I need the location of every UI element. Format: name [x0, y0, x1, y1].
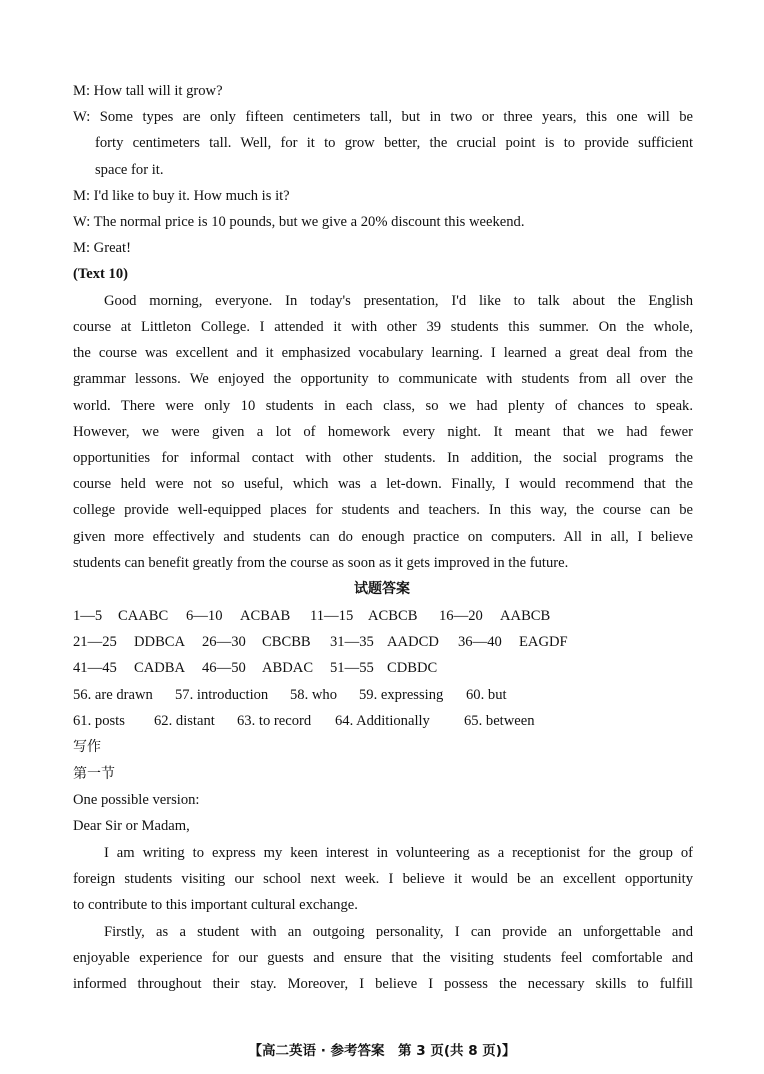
- version-label: One possible version:: [73, 792, 200, 808]
- answer-range: 11—15: [310, 608, 354, 624]
- paragraph-line: However, we were given a lot of homework every night. It meant that we had fewer: [73, 424, 693, 440]
- letter-line: to contribute to this important cultural exchange.: [73, 897, 358, 913]
- letter-line: enjoyable experience for our guests and ensure that the visiting students feel comfortable and: [73, 950, 693, 966]
- dialogue-line: M: Great!: [73, 240, 131, 256]
- answer-range: 46—50: [202, 660, 246, 676]
- answer-range: 6—10: [186, 608, 223, 624]
- answer-item: 64. Additionally: [335, 713, 430, 729]
- answer-key: ACBAB: [240, 608, 291, 624]
- answer-item: 63. to record: [237, 713, 312, 729]
- text10-heading: (Text 10): [73, 266, 128, 282]
- dialogue-line: forty centimeters tall. Well, for it to grow better, the crucial point is to provide sufficient: [95, 135, 693, 151]
- answer-range: 51—55: [330, 660, 374, 676]
- answer-range: 36—40: [458, 634, 502, 650]
- answer-row: [73, 712, 535, 730]
- answer-range: 21—25: [73, 634, 117, 650]
- writing-heading: 写作: [73, 739, 101, 755]
- answer-item: 62. distant: [154, 713, 215, 729]
- answer-key: EAGDF: [519, 634, 568, 650]
- answer-key: AABCB: [500, 608, 551, 624]
- letter-line: I am writing to express my keen interest in volunteering as a receptionist for the group of: [104, 845, 693, 861]
- answer-item: 61. posts: [73, 713, 125, 729]
- dialogue-line: W: The normal price is 10 pounds, but we give a 20% discount this weekend.: [73, 214, 525, 230]
- answer-row: [73, 633, 568, 651]
- answer-row: [73, 686, 507, 704]
- paragraph-line: Good morning, everyone. In today's presentation, I'd like to talk about the English: [104, 293, 693, 309]
- paragraph-line: opportunities for informal contact with other students. In addition, the social programs the: [73, 450, 693, 466]
- letter-salutation: Dear Sir or Madam,: [73, 818, 190, 834]
- section-heading: 第一节: [73, 766, 115, 782]
- answer-item: 65. between: [464, 713, 535, 729]
- answer-range: 26—30: [202, 634, 246, 650]
- answer-key: ABDAC: [262, 660, 314, 676]
- answer-row: [73, 659, 437, 677]
- answer-key: DDBCA: [134, 634, 186, 650]
- answer-range: 31—35: [330, 634, 374, 650]
- answer-key: CAABC: [118, 608, 169, 624]
- answer-range: 1—5: [73, 608, 103, 624]
- paragraph-line: given more effectively and students can do enough practice on computers. All in all, I believe: [73, 529, 693, 545]
- answer-key: CBCBB: [262, 634, 311, 650]
- letter-line: foreign students visiting our school next week. I believe it would be an excellent opportunity: [73, 871, 693, 887]
- answer-key: ACBCB: [368, 608, 418, 624]
- answer-item: 56. are drawn: [73, 687, 153, 703]
- paragraph-line: college provide well-equipped places for students and teachers. In this way, the course can be: [73, 502, 693, 518]
- dialogue-line: space for it.: [95, 162, 164, 178]
- answer-item: 57. introduction: [175, 687, 269, 703]
- answer-item: 59. expressing: [359, 687, 444, 703]
- paragraph-line: the course was excellent and it emphasized vocabulary learning. I learned a great deal from the: [73, 345, 693, 361]
- page-footer: 【高二英语 · 参考答案 第 3 页(共 8 页)】: [248, 1043, 516, 1059]
- dialogue-line: M: I'd like to buy it. How much is it?: [73, 188, 290, 204]
- letter-line: informed throughout their stay. Moreover, I believe I possess the necessary skills to fulfill: [73, 976, 693, 992]
- dialogue-line: W: Some types are only fifteen centimeters tall, but in two or three years, this one will be: [73, 109, 693, 125]
- dialogue-line: M: How tall will it grow?: [73, 83, 223, 99]
- paragraph-line: grammar lessons. We enjoyed the opportunity to communicate with students from all over the: [73, 371, 693, 387]
- answer-key: CADBA: [134, 660, 186, 676]
- paragraph-line: world. There were only 10 students in each class, so we had plenty of chances to speak.: [73, 398, 693, 414]
- answers-title: 试题答案: [354, 581, 410, 597]
- answer-row: [73, 607, 550, 625]
- answer-key: AADCD: [387, 634, 439, 650]
- answer-key: CDBDC: [387, 660, 438, 676]
- letter-line: Firstly, as a student with an outgoing personality, I can provide an unforgettable and: [104, 924, 693, 940]
- answer-item: 60. but: [466, 687, 507, 703]
- paragraph-line: course at Littleton College. I attended it with other 39 students this summer. On the whole,: [73, 319, 693, 335]
- paragraph-line: students can benefit greatly from the course as soon as it gets improved in the future.: [73, 555, 569, 571]
- answer-item: 58. who: [290, 687, 338, 703]
- answer-range: 16—20: [439, 608, 483, 624]
- paragraph-line: course held were not so useful, which was a let-down. Finally, I would recommend that the: [73, 476, 693, 492]
- answer-range: 41—45: [73, 660, 117, 676]
